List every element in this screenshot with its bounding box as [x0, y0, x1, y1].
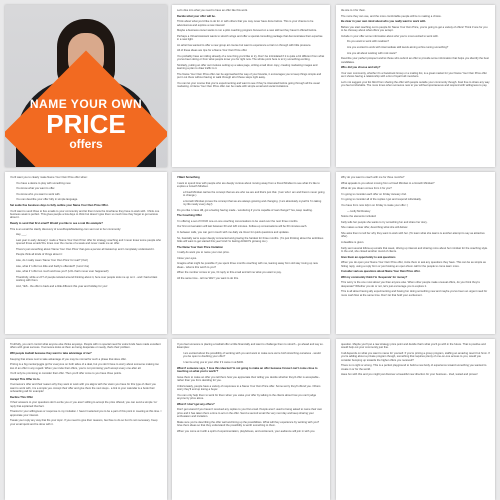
cover-title-line3: offers — [69, 137, 103, 151]
document-page-5 — [172, 172, 330, 334]
paragraph: You'll want to send three to five emails to your community and let them know the timeframe they have to work with. I think one business week is perfect. This gives people a few days to think but doesn't give them so much time they forget to get serious about it. — [10, 209, 160, 220]
paragraph: An artist has wanted to offer a new group art course but want to experience a trial run through with little pressure. — [177, 43, 312, 47]
document-page-3 — [336, 5, 495, 167]
paragraph: This is an email the Hardy discovery of LovePeopleMarketing.com sent out to her community: — [10, 227, 122, 231]
paragraph: All the same time - tell me WHY you want to do this. — [177, 276, 239, 280]
paragraph: This worry is the one most about you than anyone else. When other people make unusual offers, do you think they're desperate? Whether you do or not, let's just encourage you to explore it. — [341, 281, 480, 288]
paragraph: She asks them to tell her why they want to work with her. (To learn what she learns is another attempt to say as attractive offer). — [341, 231, 485, 239]
paragraph: I want to spend time with people who are deeply curious about moving away from a Fixed Mindset to see what it's like to explore a Growth Mindset. — [177, 181, 320, 188]
paragraph: What do you dream comes from it for you? — [341, 187, 392, 191]
paragraph: You'll want you to clearly make Name Your Own Price offer when: — [10, 176, 88, 179]
paragraph: Similarly, putting an offer out involves setting up a sales page, writing email drum copy, creating marketing images and learning a plan to draw traffic to it. — [177, 63, 318, 71]
paragraph: The more they can use, and the more comfortable people will be to making a choice. — [341, 14, 442, 18]
section-heading: Accept This Offer As Is. — [10, 377, 41, 381]
paragraph: Have fun with this and you might just discover a beautiful new direction for your business - tried, tested and proven! — [341, 373, 478, 377]
paragraph: People think all kinds of things about it: — [16, 253, 63, 257]
paragraph: a Fixed Mindset carries the concept that we are who we are and that's just that. (I am who I am and there's never going to change.) — [183, 190, 325, 197]
paragraph: I'm going to consider each offer on Friday January 2nd. — [341, 192, 407, 196]
paragraph: A deadline is given. — [341, 240, 365, 244]
paragraph: So, basically we're super deeply connected and growing the hardest for three months. (I'm just thinking about the ambitious folks will want to get started this year! And I'm feeling ALWAYS growing too.) — [177, 236, 324, 243]
paragraph: Are you all about working with rock stars? — [347, 51, 397, 55]
section-heading: Ready to send that first email? Would you like to see a real life example? — [10, 221, 103, 225]
paragraph: You can describe your offer fully in simple language. — [16, 198, 78, 202]
paragraph: Include in your offer some information about who you're most excited to work with. — [341, 34, 439, 38]
paragraph: All of these ideas are ripe for a Name Your Own Price offer. — [177, 49, 248, 53]
paragraph: Maybe a business owner wants to run a pilot coaching program focused on a new skill set they haven't offered before. — [177, 29, 317, 33]
paragraph: Close your eyes. — [177, 256, 198, 260]
section-heading: The Name Your Own Price Invitation — [177, 245, 224, 249]
paragraph: I am excited about the possibility of working with you and want to make sure we're both stretching ourselves - would you be open to doubling your offer? — [183, 352, 321, 359]
paragraph: I'm going to consider all of the replies I get and respond individually. — [341, 198, 422, 202]
paragraph: Kelly tells her people she wants to try something fun and share her story. — [341, 220, 428, 224]
paragraph: Like, do I really mean 'Name Your Own Price' for real? (Yes!) — [16, 258, 89, 262]
paragraph: If their answers to your questions don't excite you or you aren't willing to accept the price offered, you can send a simple 'no' reply that explained that fact. — [10, 401, 158, 408]
document-page-2 — [172, 5, 330, 167]
paragraph: Keeping that stress next to take advantage of you may be normal for such a phase that does offer. — [10, 357, 127, 361]
cover-title-line2: PRICE — [46, 109, 126, 139]
paragraph: You have a desire to play with something new. — [16, 181, 72, 185]
paragraph: Let's dive into what you need to have an offer like this work. — [177, 9, 248, 12]
paragraph: Make sure you're describing the offer well and lining up the possibilities. What will they experience by working with you? Give them ideas so that they understand the possibility is worth something to them. — [177, 420, 320, 427]
document-page-9 — [336, 339, 495, 500]
section-heading: Decide what your offer will be. — [177, 14, 216, 18]
paragraph: Describe your perfect prospect and let those who submit an offer to provide some information that helps you identify the best candidates. — [341, 57, 489, 64]
cover-page — [5, 5, 167, 167]
paragraph: If you feel someone is placing a lowball offer a little financially and want to challenge them to stretch - go ahead and say so. Examples: — [177, 343, 324, 350]
cover-title — [5, 97, 167, 151]
cover-title-line1: NAME YOUR OWN — [29, 97, 143, 111]
paragraph: Like, what if I offer too much and lose you? (LOL that's never ever happened!) — [16, 270, 109, 274]
paragraph: tile site to it for them. — [341, 9, 366, 12]
section-heading: Who did you choose and why? — [341, 66, 381, 70]
paragraph: You know who you want to work with. — [16, 192, 61, 196]
paragraph: This is all about having ally experimenting and having fun doing something new and maybe you've been an urgent need for more cash flow at the same time. Don't let that hold your excitement. — [341, 290, 488, 297]
document-page-7 — [5, 339, 167, 500]
section-heading: Set aside five business days to fully outline your Name Your Own Price Offer. — [10, 203, 109, 207]
paragraph: You can only help them to work for them when you value your offer by talking to the clients about how you can't judge anyone by price alone. — [177, 393, 317, 400]
paragraph: Do you want to work with newbies? — [347, 40, 389, 44]
paragraph: Unfortunately, people have a variety of responses to a Name Your Own Price offer. Some worry they'll offend you. Others worry they'll end up losing a buyer. — [177, 384, 321, 391]
section-heading: What if I don't get any offers? — [177, 402, 215, 406]
paragraph: She makes a clear offer, describing what she will deliver. — [341, 226, 409, 230]
paragraph: Gave them to make an offer you tell them how you appreciate their telling you decide whether they'd offer is acceptable - rather than you from deciding for you. — [177, 375, 321, 382]
paragraph: You probably have an inkling already of a new thing you'd like to try. Don't be intimidated if it is quite a bit different from what you've been doing or from what people know you for right now. The whole point here is to try something exciting. — [177, 54, 325, 62]
paragraph: Our first conversation will last between 60 and 120 minutes. Follow-up conversations will be 60 minutes each. — [177, 225, 308, 229]
section-heading: Give them an opportunity to ask questions — [341, 255, 396, 259]
paragraph: Truthfully, you can't control what anyone else thinks anyways. People with no special need for extra funds have made excellent offers with great success. If someone looks at them as being desperate or needy, that's their problem. — [10, 343, 161, 350]
paragraph: Let's not suggest your list blind from sharing the offer with people outside your community though. Feel free to share any way you feel comfortable. The more times when someone new to you will feel spontaneous and respond with willingness to pay. — [341, 80, 490, 88]
section-heading: Consider various questions about Name Your Own Price offer. — [341, 270, 421, 274]
paragraph: I can be a big yes to your offer if it came in at $200. — [183, 361, 244, 364]
paragraph: When you do open your Name Your Own Price offer, invite them to ask any questions they have. This can be as simple as hitting reply, using a reply form or just hosting an open Zoom call for the people to come learn more. — [341, 261, 486, 268]
paragraph: a Growth Mindset proves the concept that we are always growing and changing. (I am absolutely myself & I'm taking my life newly every day!) — [183, 199, 322, 206]
paragraph: When you come at it with a spirit of experimentation, playfulness, and excitement, your audience will join in with you. — [177, 429, 316, 433]
paragraph: You can let your course that you're experimenting and want to see if they're interested before going through all the usual marketing. A Name Your Own Price offer can be made with simple email and social invitations. — [177, 81, 320, 89]
section-heading: Be clear in your own mind about who you really want to work with. — [341, 20, 426, 24]
paragraph: question. Maybe you'll put a raw strategy price point and decide that's what you'll go with in the future. That is positive and would help out your community just fine. — [341, 343, 486, 350]
paragraph: Tweak your reply any way that fits your topic. If you need to give their reasons, feel free to do so but it's not necessary. Keep your email quick and be done with it. — [10, 419, 158, 426]
paragraph: What appeals to you about moving from a Fixed Mindset to a Growth Mindset? — [341, 181, 435, 185]
paragraph: Hey ___, — [16, 233, 27, 237]
paragraph: — Holly McCloskey — [347, 209, 371, 213]
paragraph: Kelly sent several follow-up emails that week, driving up interest and sharing more about her mindset for the coaching style. In the end, she closed another round of clients. — [341, 246, 488, 253]
section-heading: What if someone says, 'I love this idea but I'm not going to make an offer because I know I can't come close to touching on what you're worth'? — [177, 366, 318, 373]
paragraph: You have from now 12pm on Friday to make your offer :) — [341, 203, 409, 207]
section-heading: Decline This Offer — [10, 395, 33, 399]
paragraph: I really do want you to name your own price. — [177, 251, 230, 255]
paragraph: Before you start reaching out to people for Name Your Own Price, you're going to get a variety of offers! Think if one for you to be choosey about what offers you accept. — [341, 25, 488, 33]
paragraph: Pricing is a big mental juggle ppl for everyone on both sides of a deal, but you don't have to worry about someone making too low of an offer in any regard. When you invite their offers, you're not promising you'll accept every one after all. — [10, 363, 159, 370]
paragraph: Like, what if I offer too little and Kathy's offended? (I won't be) — [16, 264, 90, 268]
section-heading: Will my community think I'm 'desperate' for money? — [341, 275, 408, 279]
section-heading: Will people lowball because they want to take advantage of me? — [10, 352, 92, 355]
paragraph: I'm offering a set of FOUR one-on-one coaching conversations to be used over the next three months. — [177, 219, 299, 223]
paragraph: There is no right or wrong. This is a perfect playground to build a new body of experience toward something you wanted to create in or for the world. — [341, 364, 487, 371]
paragraph: Last year in early January I made a 'Name Your Own Price' offer for strategy coaching and I never knew some people who opened those emails 50+ times over the course of a week and never made me an offer. — [16, 238, 161, 246]
paragraph: Notice the elements included: — [341, 215, 377, 219]
paragraph: Are you excited to work with intermediate skill levels aiming at fine tuning something? — [347, 45, 449, 49]
paragraph: Don't get scared if you haven't received any replies to you first email. People aren't used to being asked to name their own price and it has taken them a time to act on the offer. Send a second email the very next day and keep sharing your enthusiasm and invitation. — [177, 408, 323, 418]
paragraph: In between calls, you can get in touch with me daily via Voxer for quick questions and updates. — [177, 230, 290, 234]
document-page-4 — [5, 172, 167, 334]
paragraph: Thanks for your willingness or response to my invitation. I haven't selected you to be a part of this point in meeting at this time. I appreciate your interest. — [10, 410, 162, 417]
paragraph: Imagine what might be possible if you spent three months coaching with me, leaning away from old stay roving up new ideas - what is this worth to you? — [177, 262, 318, 269]
document-page-6 — [336, 172, 495, 334]
paragraph: And, YES - the offer is back and a little different this year and holiday for you! — [16, 284, 108, 288]
paragraph: When the number comes to you, hit reply to this email and tell me what you want to pay. — [177, 271, 282, 275]
paragraph: Thankfully, while a LOT of people twisted around thinking about it, here over people took me up on it - and I had a blast working with them. — [16, 275, 158, 283]
paragraph: If someone's offer and their reason why they want to work with you aligns with the vision you have for this type of client you want to work with, it is a simple yes. Accept their offer and give them the next steps - a link to your calendar is a book their onboarding call for example! — [10, 383, 156, 394]
paragraph: It all depends on what you want to name for yourself. If you're pricing a group program, staffing an amazing resort but hmm. If you're adding about a private program though, something that requires plenty of one-on-one access to you, would you consider bumping up towards the higher offers you received? — [341, 352, 490, 362]
paragraph: Why do you want to coach with me for three months? — [341, 176, 405, 179]
paragraph: You'll only be promising to consider their offer. Then you'll offer come to you have three points. — [10, 372, 122, 376]
document-page-8 — [172, 339, 330, 500]
paragraph: You know what you want to offer. — [16, 187, 56, 191]
paragraph: Perhaps a Virtual Assistant wants to stretch wings and offer a special consulting package that demonstrates their expertise in a new light. — [177, 34, 323, 42]
paragraph: The Name Your Own Price offer can be approached the way of your favorite, it encourages you to keep things simple and put it out there without having to walk through all of these steps right away. — [177, 72, 322, 80]
paragraph: Your own community, whether it's a Facebook Group or a mailing list, is a great market for your Name Your Own Price offer as it shows having a relationship with a list of loyal built members. — [341, 71, 487, 79]
paragraph: Do you like I crave dill, got a feeling having made - wondering if you're capable of real change? Yes, keep reading. — [177, 208, 313, 212]
paragraph: There's just something about 'Name Your Own Price' that gets a person all twisted up and I completely understand it. — [16, 247, 155, 251]
section-heading: The Coaching Offer — [177, 214, 202, 218]
section-heading: I Want Something — [177, 176, 200, 179]
paragraph: Think about what you'd like to do for or with others that you may never have done before. This is your chance to be adventurous and explore a new interest! — [177, 20, 314, 27]
